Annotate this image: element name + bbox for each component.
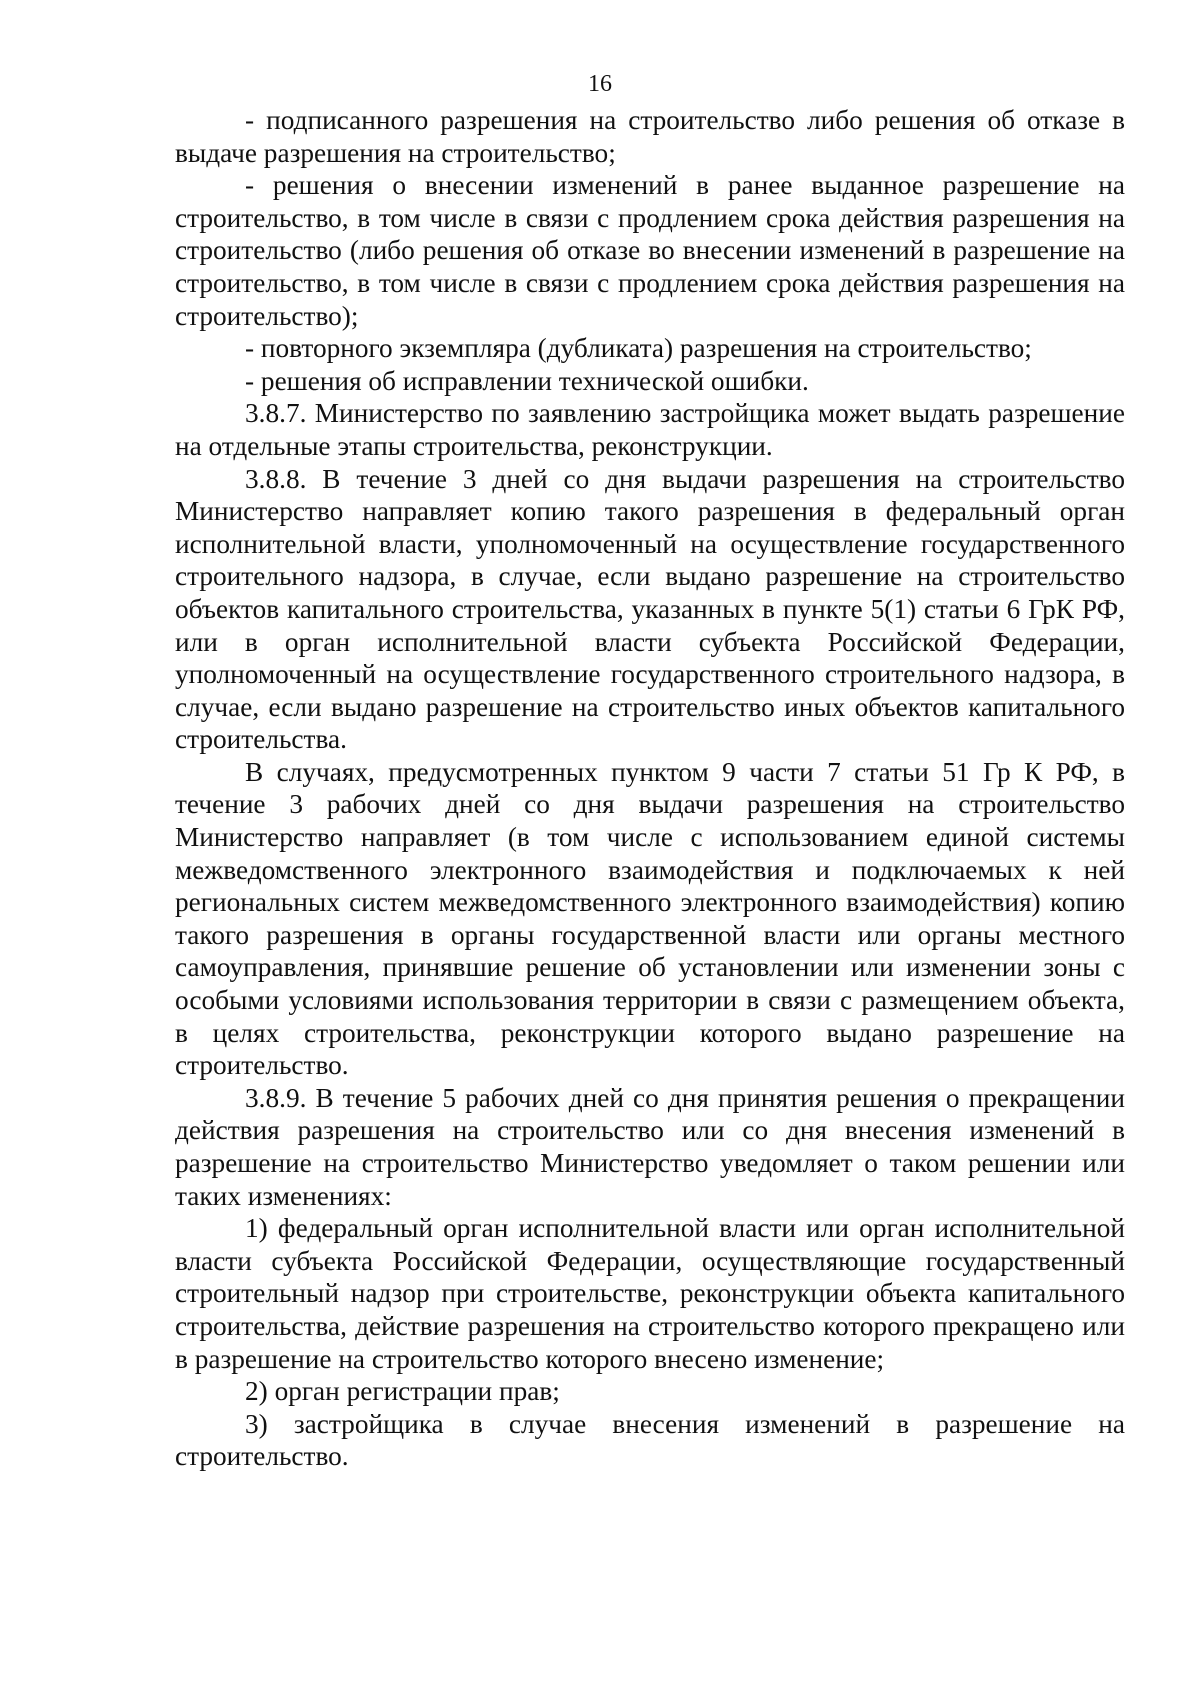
paragraph-3-8-9: 3.8.9. В течение 5 рабочих дней со дня принятия решения о прекращении действия разрешения на строительство или со дня внесения изменений в разрешение на строительство Министерство уведомляет о таком решении или таких изменениях: <box>175 1082 1125 1211</box>
document-body <box>175 104 1125 1473</box>
list-item-3: 3) застройщика в случае внесения изменений в разрешение на строительство. <box>175 1408 1125 1472</box>
paragraph-signed-permit: - подписанного разрешения на строительство либо решения об отказе в выдаче разрешения на строительство; <box>175 105 1125 168</box>
paragraph-amendment-decision: - решения о внесении изменений в ранее выданное разрешение на строительство, в том числе в связи с продлением срока действия разрешения на строительство (либо решения об отказе во внесении изменений в разрешение на строительство, в том числе в связи с продлением срока действия разрешения на строительство); <box>175 170 1125 331</box>
paragraph-error-correction: - решения об исправлении технической ошибки. <box>245 365 809 396</box>
paragraph-3-8-7: 3.8.7. Министерство по заявлению застройщика может выдать разрешение на отдельные этапы строительства, реконструкции. <box>175 398 1125 461</box>
paragraph-3-8-8: 3.8.8. В течение 3 дней со дня выдачи разрешения на строительство Министерство направляет копию такого разрешения в федеральный орган исполнительной власти, уполномоченный на осуществление государственного строительного надзора, в случае, если выдано разрешение на строительство объектов капитального строительства, указанных в пункте 5(1) статьи 6 ГрК РФ, или в орган исполнительной власти субъекта Российской Федерации, уполномоченный на осуществление государственного строительного надзора, в случае, если выдано разрешение на строительство иных объектов капитального строительства. <box>175 463 1125 755</box>
list-item-2: 2) орган регистрации прав; <box>245 1376 560 1407</box>
paragraph-duplicate: - повторного экземпляра (дубликата) разрешения на строительство; <box>245 333 1032 364</box>
paragraph-cases-item-9: В случаях, предусмотренных пунктом 9 части 7 статьи 51 Гр К РФ, в течение 3 рабочих дней со дня выдачи разрешения на строительство Министерство направляет (в том числе с использованием единой системы межведомственного электронного взаимодействия и подключаемых к ней региональных систем межведомственного электронного взаимодействия) копию такого разрешения в органы государственной власти или органы местного самоуправления, принявшие решение об установлении или изменении зоны с особыми условиями использования территории в связи с размещением объекта, в целях строительства, реконструкции которого выдано разрешение на строительство. <box>175 756 1125 1081</box>
page-number: 16 <box>588 71 612 97</box>
list-item-1: 1) федеральный орган исполнительной власти или орган исполнительной власти субъекта Российской Федерации, осуществляющие государственный строительный надзор при строительстве, реконструкции объекта капитального строительства, действие разрешения на строительство которого прекращено или в разрешение на строительство которого внесено изменение; <box>175 1213 1125 1374</box>
